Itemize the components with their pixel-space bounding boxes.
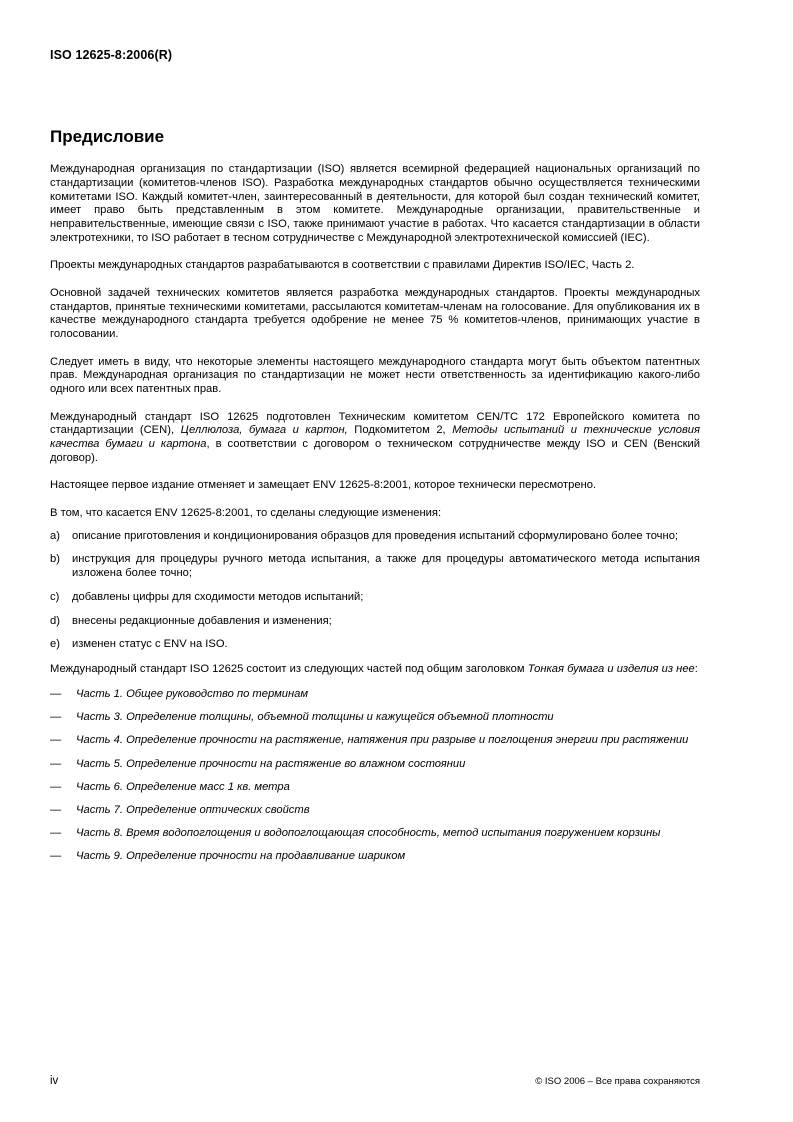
dash-marker: — bbox=[50, 827, 62, 840]
list-item bbox=[50, 850, 700, 864]
paragraph-prepared-by bbox=[50, 411, 700, 466]
part-title: Часть 8. Время водопоглощения и водопоглощающая способность, метод испытания погружением корзины bbox=[76, 827, 661, 840]
dash-marker: — bbox=[50, 850, 62, 863]
list-item bbox=[50, 734, 700, 748]
list-item-text: изменен статус с ENV на ISO. bbox=[72, 638, 228, 651]
dash-marker: — bbox=[50, 688, 62, 701]
list-item bbox=[50, 781, 700, 795]
changes-list bbox=[50, 530, 700, 653]
part-title: Часть 9. Определение прочности на продавливание шариком bbox=[76, 850, 406, 863]
list-item-text: описание приготовления и кондиционирования образцов для проведения испытаний сформулировано более точно; bbox=[72, 529, 679, 542]
page-number: iv bbox=[50, 1075, 59, 1087]
list-item-text: добавлены цифры для сходимости методов испытаний; bbox=[72, 590, 364, 603]
page-title: Предисловие bbox=[50, 127, 165, 146]
dash-marker: — bbox=[50, 711, 62, 724]
list-item bbox=[50, 758, 700, 772]
prepared-by-subcommittee-title: Методы испытаний и технические условия качества бумаги и картона bbox=[50, 424, 700, 451]
parts-intro-text: Международный стандарт ISO 12625 состоит из следующих частей под общим заголовком bbox=[50, 663, 528, 676]
standard-id-header: ISO 12625-8:2006(R) bbox=[50, 48, 173, 62]
list-marker: c) bbox=[50, 590, 60, 603]
list-item bbox=[50, 615, 700, 629]
part-title: Часть 4. Определение прочности на растяжение, натяжения при разрыве и поглощения энергии при растяжении bbox=[76, 734, 689, 747]
parts-general-title: Тонкая бумага и изделия из нее bbox=[527, 663, 695, 676]
list-item bbox=[50, 638, 700, 652]
dash-marker: — bbox=[50, 804, 62, 817]
list-item bbox=[50, 591, 700, 605]
paragraph-iso-org: Международная организация по стандартизации (ISO) является всемирной федерацией национальных организаций по стандартизации (комитетов-членов ISO). Разработка международных стандартов обычно осуществляется техническими комитетами ISO. Каждый комитет-член, заинтересованный в деятельности, для которой был создан технический комитет, имеет право быть представленным в этом комитете. Международные организации, правительственные и неправительственные, имеющие связи с ISO, также принимают участие в работах. Что касается стандартизации в области электротехники, то ISO работает в тесном сотрудничестве с Международной электротехнической комиссией (IEC). bbox=[50, 163, 700, 244]
list-marker: a) bbox=[50, 529, 60, 542]
prepared-by-text-3: , в соответствии с договором о техническом сотрудничестве между ISO и CEN (Венский договор). bbox=[50, 438, 700, 464]
paragraph-directives: Проекты международных стандартов разрабатываются в соответствии с правилами Директив ISO/IEC, Часть 2. bbox=[50, 259, 635, 272]
list-item bbox=[50, 553, 700, 581]
prepared-by-text-1: Международный стандарт ISO 12625 подготовлен Техническим комитетом CEN/TC 172 Европейского комитета по стандартизации (CEN), bbox=[50, 410, 700, 437]
document-body bbox=[50, 163, 700, 874]
prepared-by-committee-title: Целлюлоза, бумага и картон, bbox=[180, 424, 348, 437]
dash-marker: — bbox=[50, 734, 62, 747]
part-title: Часть 1. Общее руководство по терминам bbox=[76, 688, 309, 701]
list-marker: b) bbox=[50, 553, 60, 566]
paragraph-changes-intro: В том, что касается ENV 12625-8:2001, то сделаны следующие изменения: bbox=[50, 506, 442, 519]
part-title: Часть 7. Определение оптических свойств bbox=[76, 804, 310, 817]
list-item-text: инструкция для процедуры ручного метода испытания, а также для процедуры автоматического метода испытания изложена более точно; bbox=[72, 553, 700, 580]
list-item bbox=[50, 688, 700, 702]
part-title: Часть 5. Определение прочности на растяжение во влажном состоянии bbox=[76, 757, 466, 770]
paragraph-tech-committees: Основной задачей технических комитетов является разработка международных стандартов. Проекты международных стандартов, принятые техническими комитетами, рассылаются комитетам-членам на голосование. Для опубликования их в качестве международного стандарта требуется одобрение не менее 75 % комитетов-членов, принимающих участие в голосовании. bbox=[50, 286, 700, 341]
prepared-by-text-2: Подкомитетом 2, bbox=[347, 424, 453, 437]
dash-marker: — bbox=[50, 780, 62, 793]
list-item bbox=[50, 711, 700, 725]
list-item bbox=[50, 827, 700, 841]
paragraph-edition: Настоящее первое издание отменяет и замещает ENV 12625-8:2001, которое технически пересмотрено. bbox=[50, 479, 597, 492]
parts-list bbox=[50, 688, 700, 864]
list-item bbox=[50, 804, 700, 818]
part-title: Часть 3. Определение толщины, объемной толщины и кажущейся объемной плотности bbox=[76, 711, 554, 724]
parts-intro-colon: : bbox=[694, 663, 698, 676]
dash-marker: — bbox=[50, 757, 62, 770]
paragraph-parts-intro bbox=[50, 663, 700, 677]
list-item bbox=[50, 530, 700, 544]
list-marker: d) bbox=[50, 614, 60, 627]
copyright-notice: © ISO 2006 – Все права сохраняются bbox=[535, 1076, 700, 1087]
paragraph-patents: Следует иметь в виду, что некоторые элементы настоящего международного стандарта могут быть объектом патентных прав. Международная организация по стандартизации не может нести ответственность за идентификацию какого-либо одного или всех патентных прав. bbox=[50, 355, 700, 396]
list-item-text: внесены редакционные добавления и изменения; bbox=[72, 614, 332, 627]
part-title: Часть 6. Определение масс 1 кв. метра bbox=[76, 780, 290, 793]
list-marker: e) bbox=[50, 638, 60, 651]
